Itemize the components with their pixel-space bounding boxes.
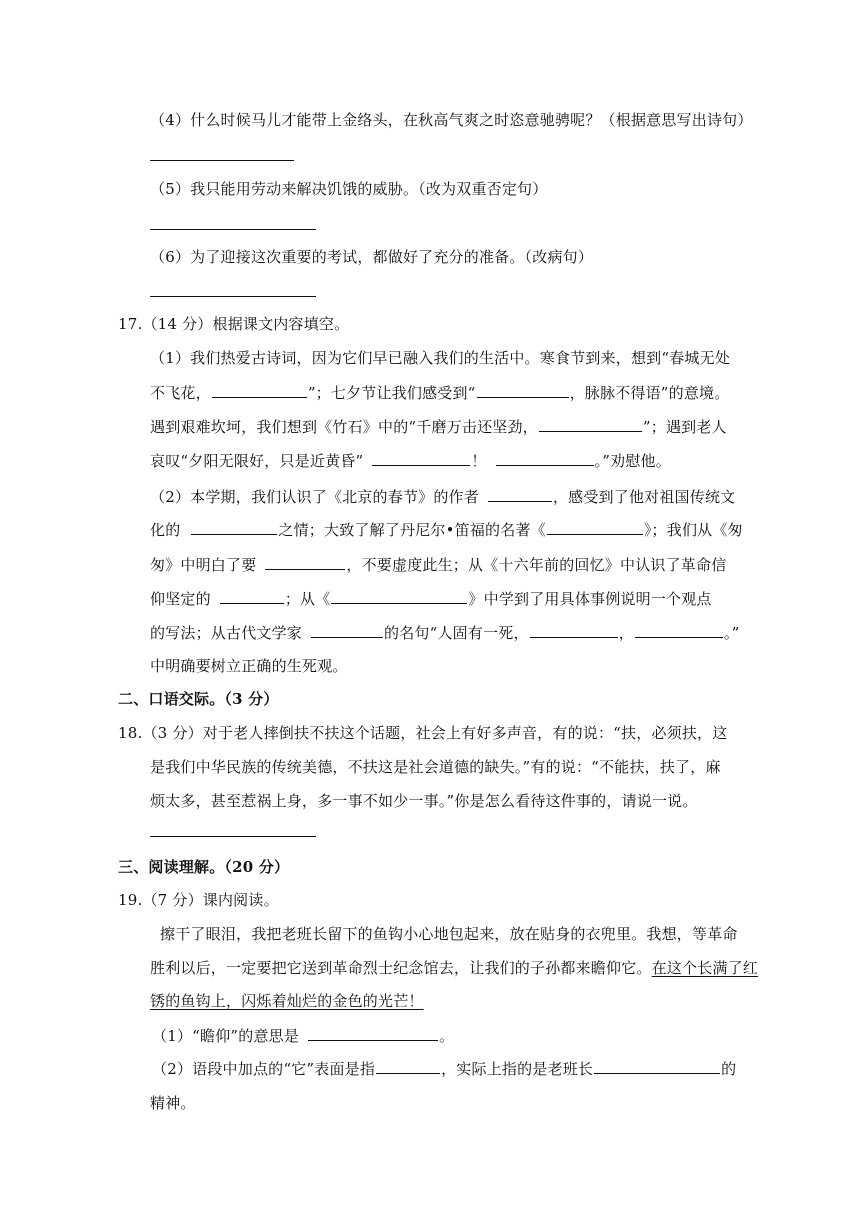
q17-p2-line2: 化的 之情；大致了解了丹尼尔•笛福的名著《 》；我们从《匆: [150, 521, 743, 539]
blank[interactable]: [539, 416, 642, 432]
blank[interactable]: [311, 622, 383, 638]
blank[interactable]: [308, 1025, 438, 1041]
q17-title: 17.（14 分）根据课文内容填空。: [118, 315, 350, 333]
blank[interactable]: [488, 486, 552, 502]
q17-p1-line1: （1）我们热爱古诗词，因为它们早已融入我们的生活中。寒食节到来，想到“春城无处: [150, 349, 731, 367]
blank[interactable]: [477, 382, 569, 398]
blank[interactable]: [265, 554, 345, 570]
q17-p2-line6: 中明确要树立正确的生死观。: [150, 657, 348, 675]
q19-title: 19.（7 分）课内阅读。: [118, 891, 279, 909]
q17-p2-line5: 的写法；从古代文学家 的名句“人固有一死， ， 。”: [150, 624, 740, 642]
q17-p1-line3: 遇到艰难坎坷，我们想到《竹石》中的“千磨万击还坚劲， ”；遇到老人: [150, 418, 727, 436]
q19-sub2-cont: 精神。: [150, 1094, 196, 1112]
answer-line[interactable]: [150, 229, 316, 230]
underlined-sentence: 锈的鱼钩上，闪烁着灿烂的金色的光芒！: [150, 992, 424, 1010]
q17-p2-line4: 仰坚定的 ；从《 》中学到了用具体事例说明一个观点: [150, 590, 712, 608]
blank[interactable]: [331, 588, 467, 604]
blank[interactable]: [376, 1058, 440, 1074]
blank[interactable]: [530, 622, 618, 638]
section-heading-reading: 三、阅读理解。（20 分）: [118, 858, 290, 876]
blank[interactable]: [372, 450, 470, 466]
q18-line1: 18.（3 分）对于老人摔倒扶不扶这个话题，社会上有好多声音，有的说：“扶，必须扶，这: [118, 724, 728, 742]
blank[interactable]: [635, 622, 723, 638]
blank[interactable]: [594, 1058, 720, 1074]
q18-line3: 烦太多，甚至惹祸上身，多一事不如少一事。”你是怎么看待这件事的，请说一说。: [150, 792, 698, 810]
answer-line[interactable]: [150, 296, 316, 297]
q18-line2: 是我们中华民族的传统美德，不扶这是社会道德的缺失。”有的说：“不能扶，扶了，麻: [150, 758, 721, 776]
q19-passage-line1: 擦干了眼泪，我把老班长留下的鱼钩小心地包起来，放在贴身的衣兜里。我想，等革命: [160, 925, 738, 943]
blank[interactable]: [496, 450, 594, 466]
section-heading-oral: 二、口语交际。（3 分）: [118, 690, 279, 708]
q17-p2-line1: （2）本学期，我们认识了《北京的春节》的作者 ，感受到了他对祖国传统文: [150, 488, 736, 506]
q17-p2-line3: 匆》中明白了要 ，不要虚度此生；从《十六年前的回忆》中认识了革命信: [150, 556, 727, 574]
q19-sub2: （2）语段中加点的“它”表面是指 ，实际上指的是老班长 的: [152, 1060, 737, 1078]
q19-passage-line3: [150, 991, 424, 1011]
blank[interactable]: [220, 588, 284, 604]
q16-item6: （6）为了迎接这次重要的考试，都做好了充分的准备。（改病句）: [150, 248, 594, 266]
blank[interactable]: [212, 382, 307, 398]
blank[interactable]: [547, 519, 643, 535]
underlined-sentence: 在这个长满了红: [651, 959, 759, 977]
q19-passage-line2: 胜利以后，一定要把它送到革命烈士纪念馆去，让我们的子孙都来瞻仰它。在这个长满了红: [150, 959, 759, 977]
answer-line[interactable]: [150, 836, 316, 837]
q17-p1-line4: 哀叹“夕阳无限好，只是近黄昏” ！ 。”劝慰他。: [150, 452, 671, 470]
blank[interactable]: [191, 519, 277, 535]
q19-sub1: （1）“瞻仰”的意思是 。: [152, 1027, 455, 1045]
q16-item5: （5）我只能用劳动来解决饥饿的威胁。（改为双重否定句）: [150, 180, 548, 198]
answer-line[interactable]: [150, 160, 294, 161]
q17-p1-line2: 不飞花， ”；七夕节让我们感受到“ ，脉脉不得语”的意境。: [150, 384, 730, 402]
q16-item4: （4）什么时候马儿才能带上金络头，在秋高气爽之时恣意驰骋呢？（根据意思写出诗句）: [150, 111, 753, 129]
